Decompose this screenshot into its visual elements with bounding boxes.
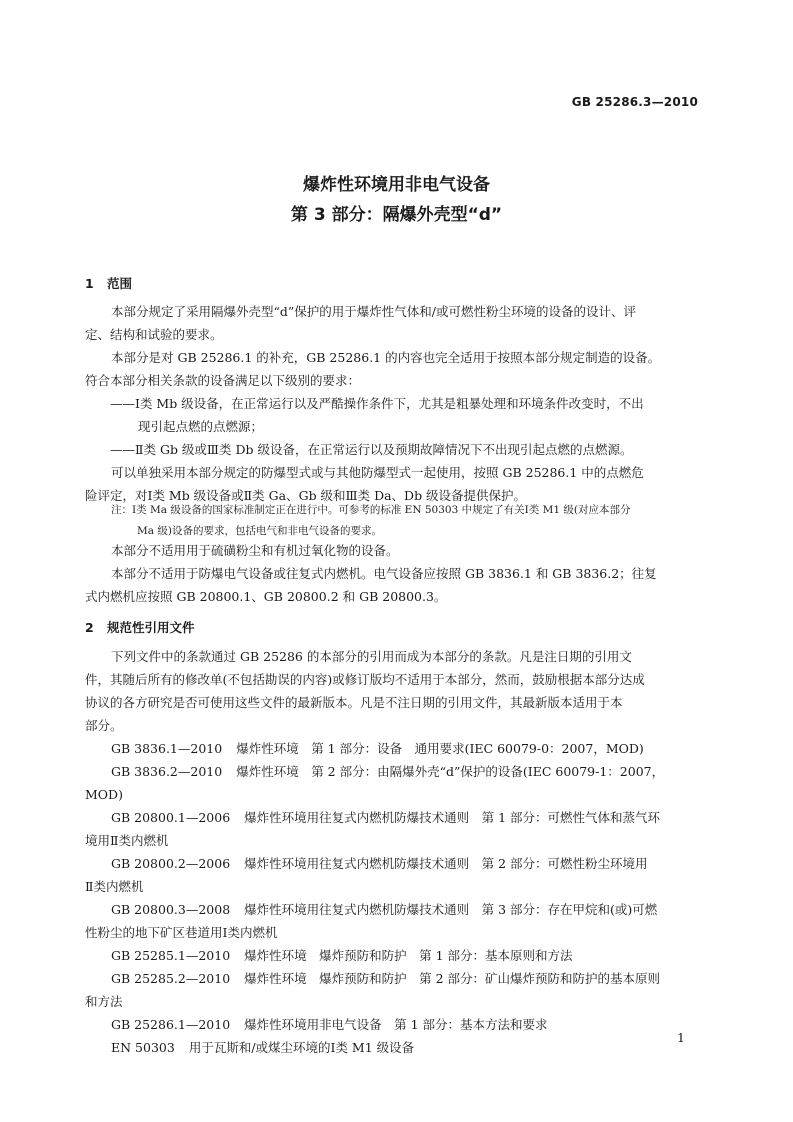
scope-paragraph-3-line-2: 险评定，对Ⅰ类 Mb 级设备或Ⅱ类 Ga、Gb 级和Ⅲ类 Da、Db 级设备提供保护。	[85, 488, 527, 503]
reference-title: 爆炸性环境 第 2 部分：由隔爆外壳“d”保护的设备(IEC 60079-1：2007，	[236, 764, 665, 779]
reference-code: GB 25285.1—2010	[111, 948, 231, 963]
document-title-line1: 爆炸性环境用非电气设备	[303, 175, 490, 195]
reference-code: EN 50303	[111, 1040, 175, 1055]
scope-paragraph-4: 本部分不适用用于硫磺粉尘和有机过氧化物的设备。	[111, 543, 399, 558]
dash-item-1-line-2: 现引起点燃的点燃源；	[138, 419, 264, 434]
reference-item	[111, 967, 660, 990]
reference-code: GB 20800.3—2008	[111, 902, 231, 917]
scope-paragraph-3-line-1: 可以单独采用本部分规定的防爆型式或与其他防爆型式一起使用，按照 GB 25286.1 中的点燃危	[111, 465, 644, 480]
reference-code: GB 20800.2—2006	[111, 856, 231, 871]
reference-item	[111, 852, 648, 875]
references-intro-line-1: 下列文件中的条款通过 GB 25286 的本部分的引用而成为本部分的条款。凡是注日期的引用文	[111, 649, 632, 664]
section-1-heading	[85, 274, 132, 292]
reference-title: 爆炸性环境用往复式内燃机防爆技术通则 第 1 部分：可燃性气体和蒸气环	[244, 810, 661, 825]
reference-item-continuation: 境用Ⅱ类内燃机	[85, 833, 169, 848]
reference-item	[111, 898, 657, 921]
reference-item-continuation: 性粉尘的地下矿区巷道用Ⅰ类内燃机	[85, 925, 278, 940]
reference-title: 爆炸性环境用往复式内燃机防爆技术通则 第 2 部分：可燃性粉尘环境用	[244, 856, 648, 871]
reference-code: GB 20800.1—2006	[111, 810, 231, 825]
reference-item	[111, 1013, 548, 1036]
section-number: 2	[85, 620, 94, 635]
reference-item	[111, 760, 664, 783]
reference-code: GB 3836.2—2010	[111, 764, 223, 779]
scope-paragraph-5-line-1: 本部分不适用于防爆电气设备或往复式内燃机。电气设备应按照 GB 3836.1 和 GB 3836.2；往复	[111, 566, 657, 581]
reference-item	[111, 806, 660, 829]
page-number: 1	[677, 1030, 685, 1045]
section-title: 规范性引用文件	[107, 620, 195, 635]
section-title: 范围	[107, 276, 133, 291]
references-intro-line-3: 协议的各方研究是否可使用这些文件的最新版本。凡是不注日期的引用文件，其最新版本适用于本	[85, 695, 623, 710]
references-intro-line-4: 部分。	[85, 718, 123, 733]
document-title-line2: 第 3 部分：隔爆外壳型“d”	[290, 205, 503, 225]
reference-item	[111, 1036, 414, 1059]
scope-paragraph-1-line-1: 本部分规定了采用隔爆外壳型“d”保护的用于爆炸性气体和/或可燃性粉尘环境的设备的设计、评	[111, 304, 636, 319]
reference-title: 爆炸性环境 爆炸预防和防护 第 1 部分：基本原则和方法	[244, 948, 573, 963]
section-number: 1	[85, 276, 94, 291]
scope-paragraph-2-line-1: 本部分是对 GB 25286.1 的补充，GB 25286.1 的内容也完全适用于按照本部分规定制造的设备。	[111, 350, 661, 365]
references-intro-line-2: 件，其随后所有的修改单(不包括勘误的内容)或修订版均不适用于本部分，然而，鼓励根据本部分达成	[85, 672, 645, 687]
note-line-1: 注：Ⅰ类 Ma 级设备的国家标准制定正在进行中。可参考的标准 EN 50303 中规定了有关Ⅰ类 M1 级(对应本部分	[111, 504, 631, 516]
reference-item-continuation: Ⅱ类内燃机	[85, 879, 144, 894]
reference-title: 爆炸性环境 第 1 部分：设备 通用要求(IEC 60079-0：2007，MOD)	[236, 741, 644, 756]
reference-title: 爆炸性环境用非电气设备 第 1 部分：基本方法和要求	[244, 1017, 548, 1032]
reference-item	[111, 737, 644, 760]
reference-item-continuation: 和方法	[85, 994, 123, 1009]
reference-title: 爆炸性环境 爆炸预防和防护 第 2 部分：矿山爆炸预防和防护的基本原则	[244, 971, 661, 986]
reference-code: GB 3836.1—2010	[111, 741, 223, 756]
dash-item-1-line-1: ——Ⅰ类 Mb 级设备，在正常运行以及严酷操作条件下，尤其是粗暴处理和环境条件改变时，不出	[110, 396, 644, 411]
reference-title: 爆炸性环境用往复式内燃机防爆技术通则 第 3 部分：存在甲烷和(或)可燃	[244, 902, 658, 917]
scope-paragraph-2-line-2: 符合本部分相关条款的设备满足以下级别的要求：	[85, 373, 361, 388]
reference-code: GB 25285.2—2010	[111, 971, 231, 986]
standard-number: GB 25286.3—2010	[571, 95, 698, 109]
reference-code: GB 25286.1—2010	[111, 1017, 231, 1032]
reference-item-continuation: MOD)	[85, 787, 123, 802]
reference-title: 用于瓦斯和/或煤尘环境的Ⅰ类 M1 级设备	[188, 1040, 415, 1055]
section-2-heading	[85, 618, 195, 636]
scope-paragraph-1-line-2: 定、结构和试验的要求。	[85, 327, 223, 342]
reference-item	[111, 944, 573, 967]
dash-item-2: ——Ⅱ类 Gb 级或Ⅲ类 Db 级设备，在正常运行以及预期故障情况下不出现引起点燃的点燃源。	[110, 442, 633, 457]
scope-paragraph-5-line-2: 式内燃机应按照 GB 20800.1、GB 20800.2 和 GB 20800.3。	[85, 589, 447, 604]
note-line-2: Ma 级)设备的要求，包括电气和非电气设备的要求。	[137, 525, 382, 537]
